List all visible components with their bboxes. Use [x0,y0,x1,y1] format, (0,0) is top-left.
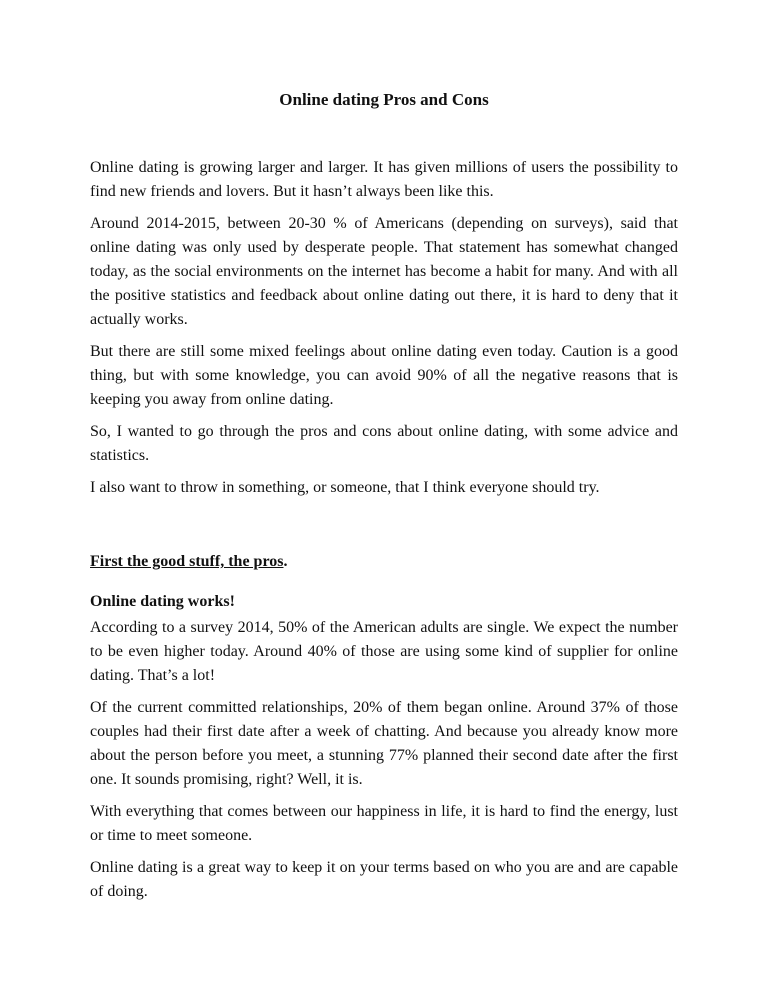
intro-paragraph-2: Around 2014-2015, between 20-30 % of Americans (depending on surveys), said that online dating was only used by desperate people. That statement has somewhat changed today, as the social environments on the internet has become a habit for many. And with all the positive statistics and feedback about online dating out there, it is hard to deny that it actually works. [90,215,678,328]
body-paragraph-3: With everything that comes between our happiness in life, it is hard to find the energy, lust or time to meet someone. [90,803,678,844]
intro-paragraph-1: Online dating is growing larger and larger. It has given millions of users the possibility to find new friends and lovers. But it hasn’t always been like this. [90,159,678,200]
intro-paragraph-5: I also want to throw in something, or someone, that I think everyone should try. [90,479,600,496]
body-paragraph-1: According to a survey 2014, 50% of the American adults are single. We expect the number to be even higher today. Around 40% of those are using some kind of supplier for online dating. That’s a lot! [90,619,678,684]
section-heading-period: . [283,553,288,570]
intro-paragraph-4: So, I wanted to go through the pros and cons about online dating, with some advice and statistics. [90,423,678,464]
document-title: Online dating Pros and Cons [279,90,489,109]
section-heading-text: First the good stuff, the pros [90,553,284,570]
body-paragraph-4: Online dating is a great way to keep it on your terms based on who you are and are capable of doing. [90,859,678,900]
body-paragraph-2: Of the current committed relationships, 20% of them began online. Around 37% of those couples had their first date after a week of chatting. And because you already know more about the person before you meet, a stunning 77% planned their second date after the first one. It sounds promising, right? Well, it is. [90,699,678,788]
intro-paragraph-3: But there are still some mixed feelings about online dating even today. Caution is a good thing, but with some knowledge, you can avoid 90% of all the negative reasons that is keeping you away from online dating. [90,343,678,408]
section-heading [90,550,678,574]
document-page [90,88,678,912]
subheading: Online dating works! [90,593,235,610]
